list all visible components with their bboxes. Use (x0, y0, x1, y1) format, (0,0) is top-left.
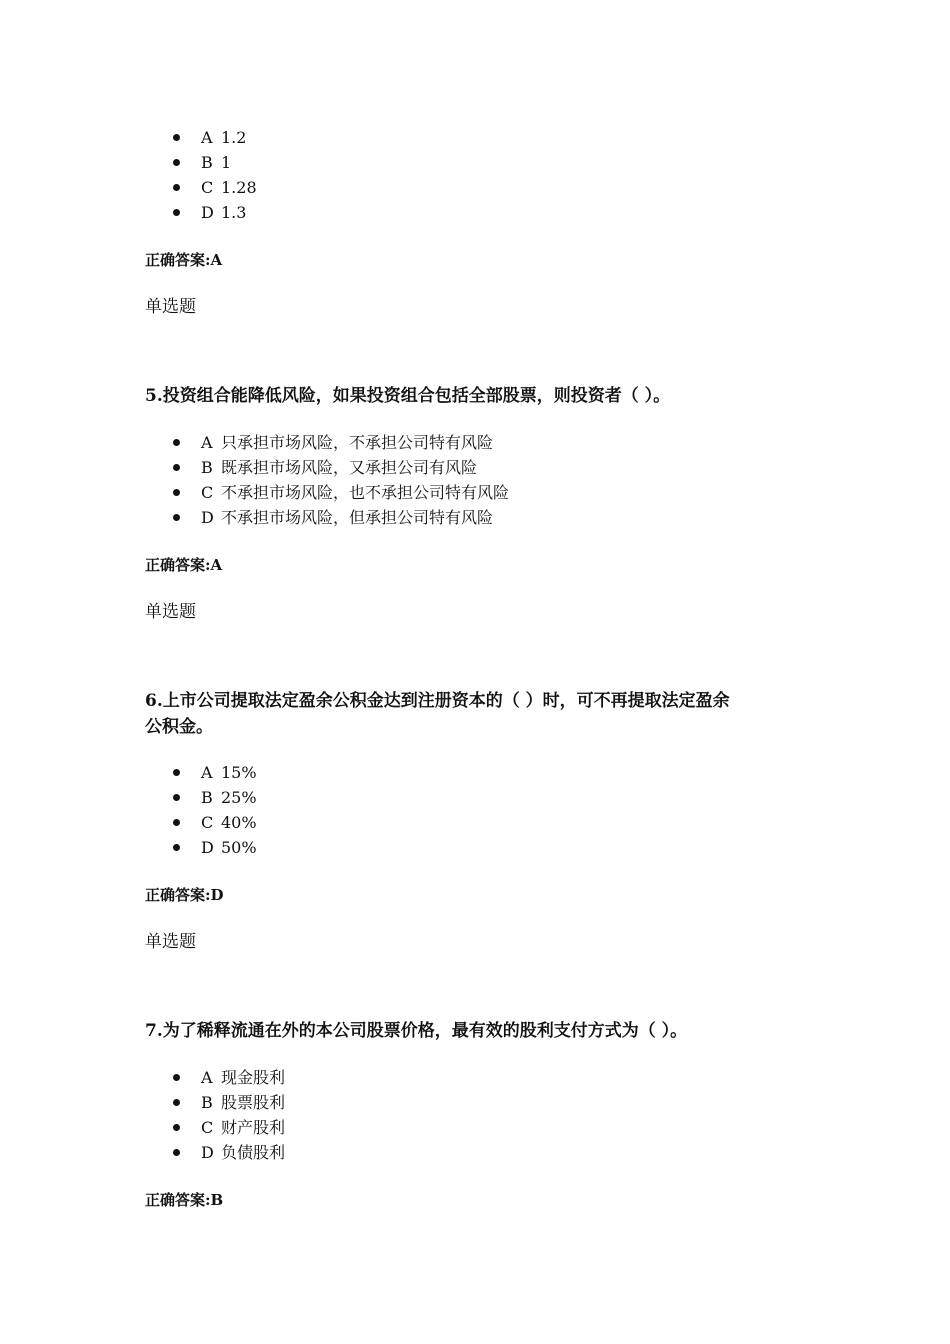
q5-option-c (145, 480, 825, 505)
q7-answer: 正确答案:B (145, 1191, 224, 1209)
bullet-icon (173, 489, 180, 496)
q6-option-d (145, 835, 825, 860)
q4-options-list (145, 125, 825, 225)
option-letter: A (201, 1068, 213, 1087)
q5-options-block (145, 430, 825, 530)
option-text: 既承担市场风险，又承担公司有风险 (221, 458, 478, 477)
bullet-icon (173, 1149, 180, 1156)
q5-option-a (145, 430, 825, 455)
bullet-icon (173, 1124, 180, 1131)
bullet-icon (173, 439, 180, 446)
option-letter: D (201, 1143, 214, 1162)
q7-options-block (145, 1065, 825, 1165)
q5-type-label: 单选题 (145, 297, 196, 317)
option-letter: A (201, 763, 213, 782)
q6-option-c (145, 810, 825, 835)
option-text: 1 (221, 153, 232, 172)
option-text: 只承担市场风险，不承担公司特有风险 (221, 433, 494, 452)
bullet-icon (173, 1074, 180, 1081)
q6-question-line-1: 6.上市公司提取法定盈余公积金达到注册资本的（ ）时，可不再提取法定盈余 (145, 691, 730, 711)
q7-question: 7.为了稀释流通在外的本公司股票价格，最有效的股利支付方式为（ ）。 (145, 1021, 688, 1041)
bullet-icon (173, 819, 180, 826)
option-letter: C (201, 483, 214, 502)
q4-option-b (145, 150, 825, 175)
option-text: 不承担市场风险，也不承担公司特有风险 (221, 483, 510, 502)
bullet-icon (173, 159, 180, 166)
option-text: 1.28 (221, 178, 257, 197)
option-letter: D (201, 838, 214, 857)
option-letter: C (201, 1118, 214, 1137)
bullet-icon (173, 464, 180, 471)
q6-option-a (145, 760, 825, 785)
q5-option-d (145, 505, 825, 530)
option-letter: B (201, 788, 213, 807)
q6-answer: 正确答案:D (145, 886, 224, 904)
q6-question-line-2: 公积金。 (145, 717, 213, 737)
option-text: 1.3 (221, 203, 247, 222)
bullet-icon (173, 209, 180, 216)
option-letter: C (201, 813, 214, 832)
option-text: 50% (221, 838, 257, 857)
option-text: 现金股利 (221, 1068, 286, 1087)
q6-question (145, 688, 825, 740)
bullet-icon (173, 794, 180, 801)
q5-options-list (145, 430, 825, 530)
q4-options-block (145, 125, 825, 225)
bullet-icon (173, 1099, 180, 1106)
q7-option-a (145, 1065, 825, 1090)
option-text: 不承担市场风险，但承担公司特有风险 (221, 508, 494, 527)
option-letter: C (201, 178, 214, 197)
q5-answer: 正确答案:A (145, 556, 223, 574)
q4-answer: 正确答案:A (145, 251, 223, 269)
q6-options-block (145, 760, 825, 860)
q7-type-label: 单选题 (145, 932, 196, 952)
option-letter: B (201, 153, 213, 172)
option-text: 负债股利 (221, 1143, 286, 1162)
q7-option-c (145, 1115, 825, 1140)
option-text: 1.2 (221, 128, 247, 147)
q4-option-c (145, 175, 825, 200)
q7-option-b (145, 1090, 825, 1115)
bullet-icon (173, 134, 180, 141)
bullet-icon (173, 184, 180, 191)
q7-options-list (145, 1065, 825, 1165)
option-letter: D (201, 508, 214, 527)
option-letter: A (201, 433, 213, 452)
option-letter: B (201, 458, 213, 477)
q6-option-b (145, 785, 825, 810)
option-letter: B (201, 1093, 213, 1112)
option-text: 财产股利 (221, 1118, 286, 1137)
q4-option-a (145, 125, 825, 150)
q5-question: 5.投资组合能降低风险，如果投资组合包括全部股票，则投资者（ ）。 (145, 386, 671, 406)
q6-type-label: 单选题 (145, 602, 196, 622)
q4-option-d (145, 200, 825, 225)
bullet-icon (173, 514, 180, 521)
bullet-icon (173, 844, 180, 851)
bullet-icon (173, 769, 180, 776)
q6-options-list (145, 760, 825, 860)
option-text: 股票股利 (221, 1093, 286, 1112)
option-text: 15% (221, 763, 257, 782)
option-letter: A (201, 128, 213, 147)
option-text: 25% (221, 788, 257, 807)
option-text: 40% (221, 813, 257, 832)
q7-option-d (145, 1140, 825, 1165)
q5-option-b (145, 455, 825, 480)
option-letter: D (201, 203, 214, 222)
